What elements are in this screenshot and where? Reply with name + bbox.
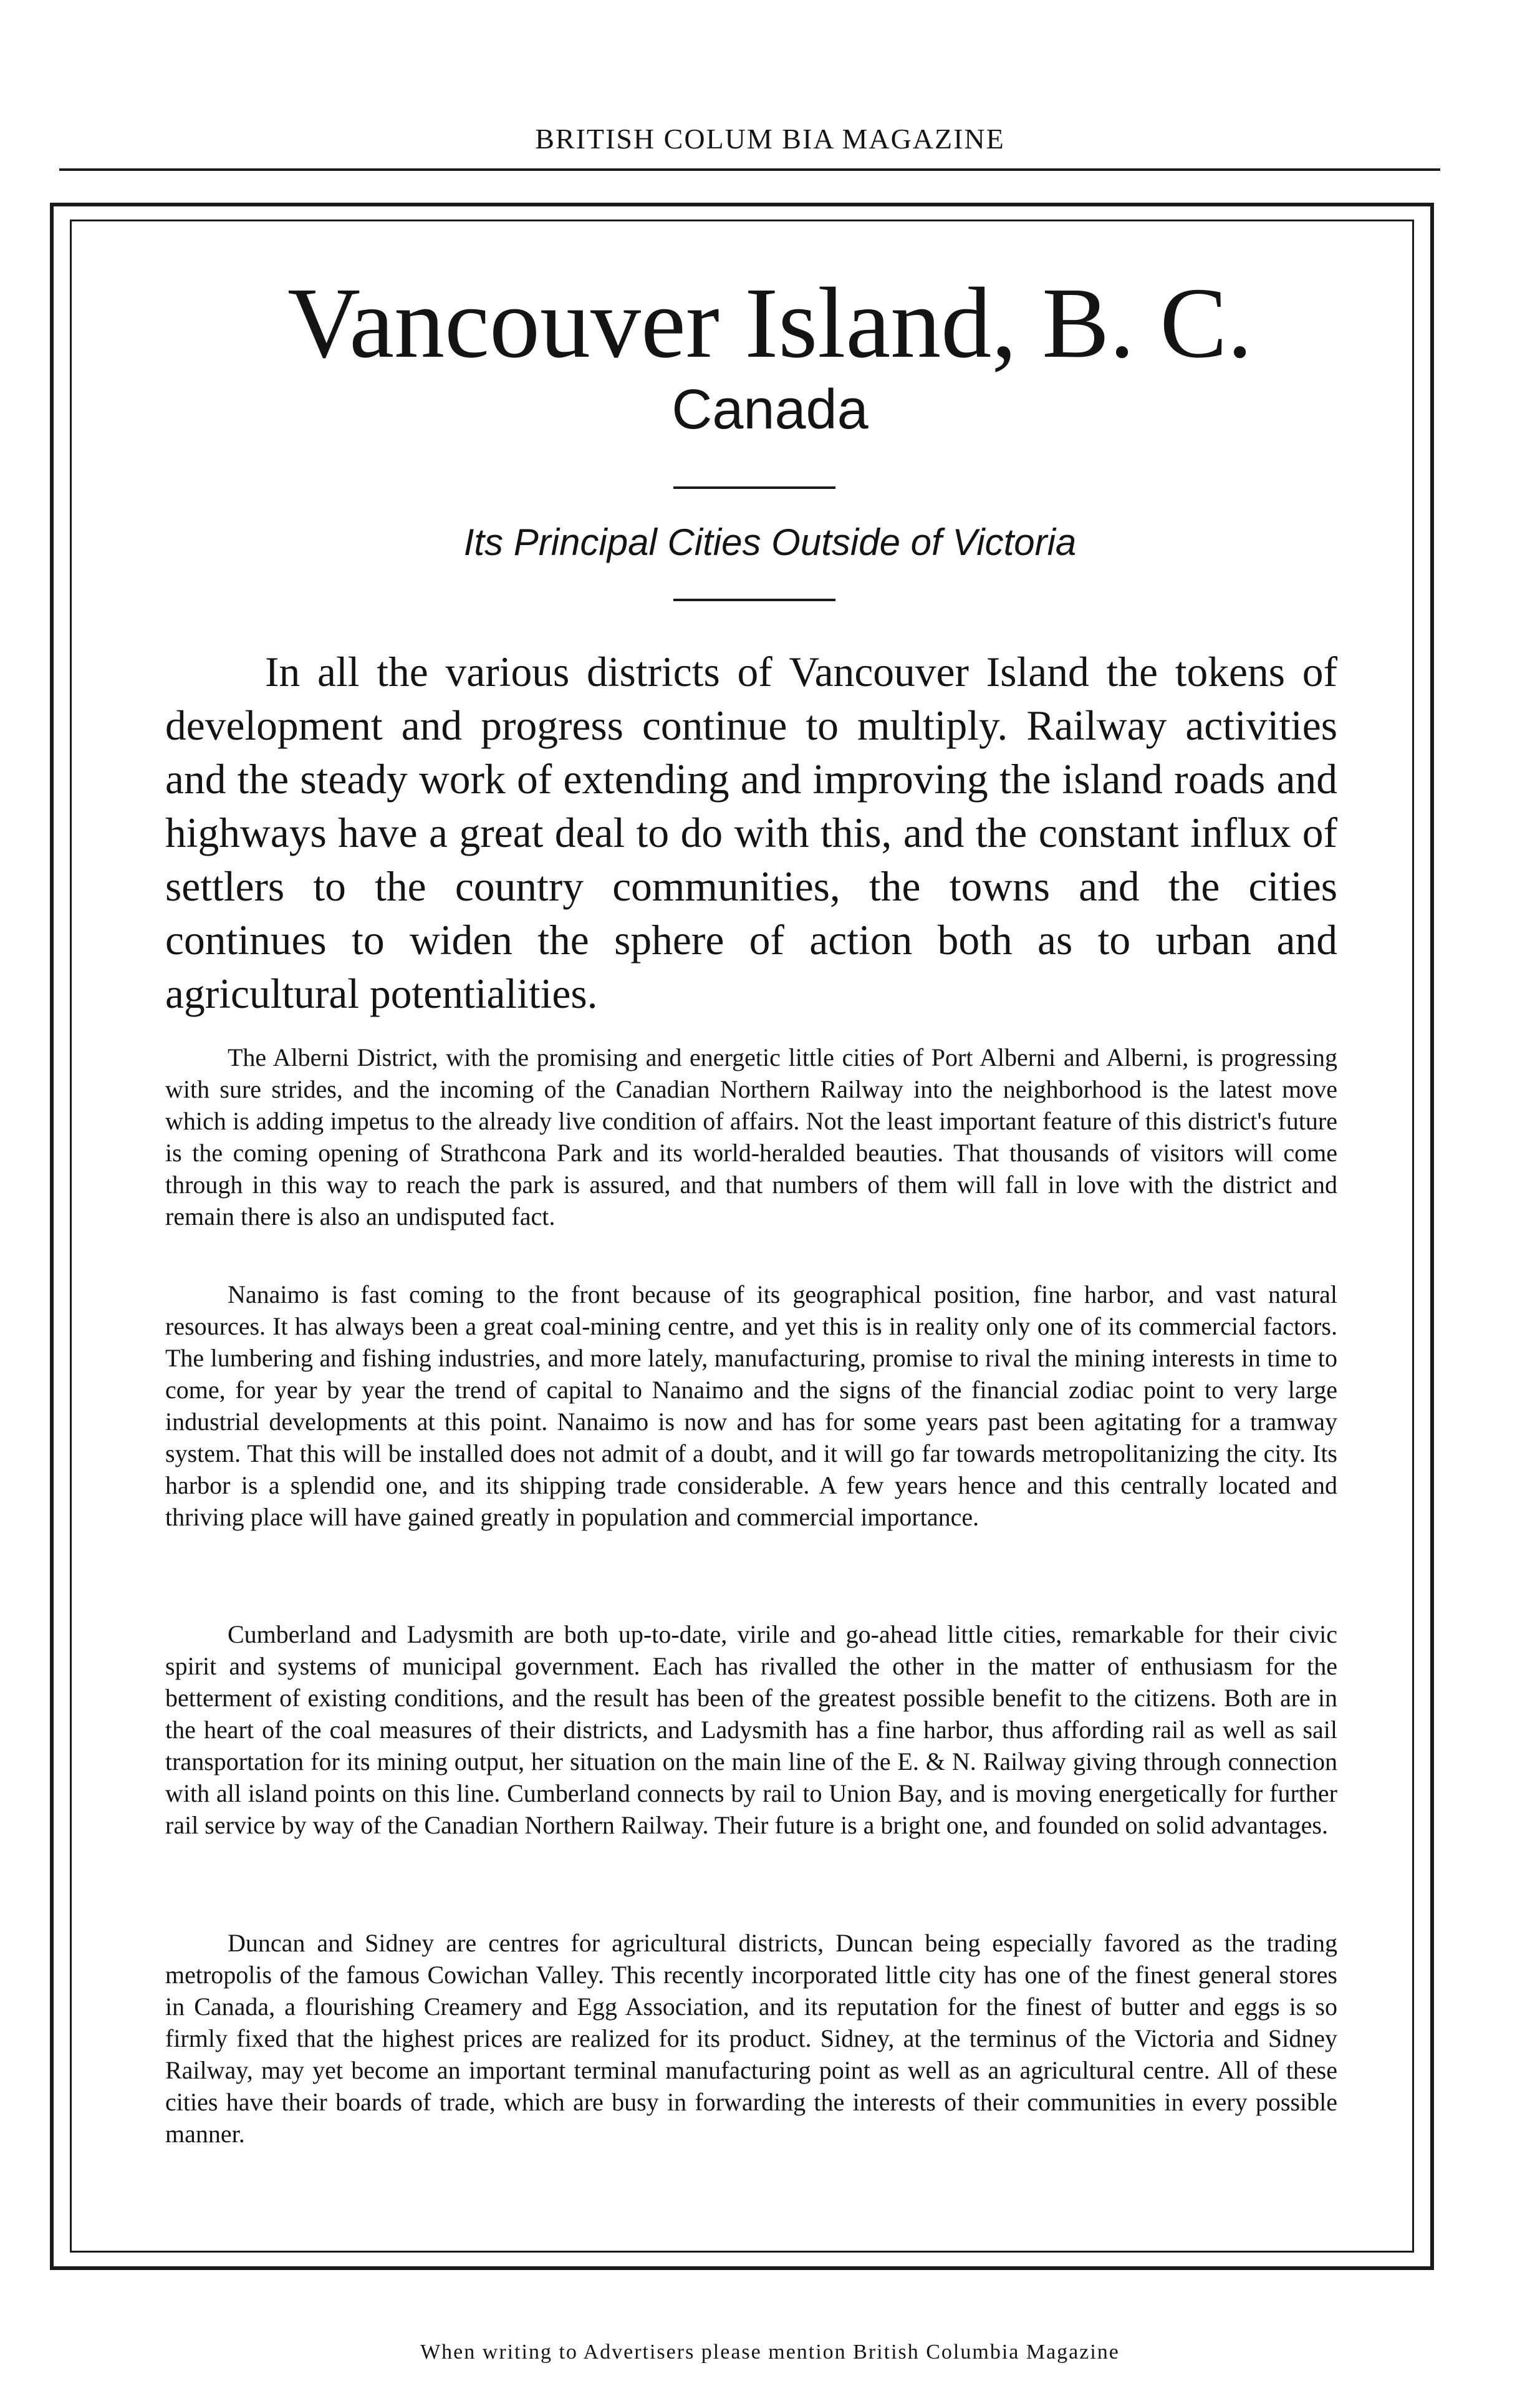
paragraph-nanaimo: Nanaimo is fast coming to the front because of its geographical position, fine harbor, and vast natural resources. It has always been a great coal-mining centre, and yet this is in reality only one of its commercial factors. The lumbering and fishing industries, and more lately, manufacturing, promise to rival the mining interests in time to come, for year by year the trend of capital to Nanaimo and the signs of the financial zodiac point to very large industrial developments at this point. Nanaimo is now and has for some years past been agitating for a tramway system. That this will be installed does not admit of a doubt, and it will go far towards metropolitanizing the city. Its harbor is a splendid one, and its shipping trade considerable. A few years hence and this centrally located and thriving place will have gained greatly in population and commercial importance. [165,1280,1337,1531]
header-rule [59,168,1440,171]
footer-notice: When writing to Advertisers please mention British Columbia Magazine [420,2341,1120,2364]
paragraph-duncan-sidney: Duncan and Sidney are centres for agricultural districts, Duncan being especially favored as the trading metropolis of the famous Cowichan Valley. This recently incorporated little city has one of the finest general stores in Canada, a flourishing Creamery and Egg Association, and its reputation for the finest of butter and eggs is so firmly fixed that the highest prices are realized for its product. Sidney, at the terminus of the Victoria and Sidney Railway, may yet become an important terminal manufacturing point as well as an agricultural centre. All of these cities have their boards of trade, which are busy in forwarding the interests of their communities in every possible manner. [165,1929,1337,2148]
lead-paragraph: In all the various districts of Vancouver Island the tokens of development and progress continue to multiply. Railway activities and the steady work of extending and improving the island roads and highways have a great deal to do with this, and the constant influx of settlers to the country communities, the towns and the cities continues to widen the sphere of action both as to urban and agricultural potentialities. [165,649,1337,1017]
paragraph-alberni: The Alberni District, with the promising and energetic little cities of Port Alberni and Alberni, is progressing with sure strides, and the incoming of the Canadian Northern Railway into the neighborhood is the latest move which is adding impetus to the already live condition of affairs. Not the least important feature of this district's future is the coming opening of Strathcona Park and its world-heralded beauties. That thousands of visitors will come through in this way to reach the park is assured, and that numbers of them will fall in love with the district and remain there is also an undisputed fact. [165,1043,1337,1230]
article-subtitle: Canada [671,379,869,441]
paragraph-cumberland-ladysmith: Cumberland and Ladysmith are both up-to-date, virile and go-ahead little cities, remarkable for their civic spirit and systems of municipal government. Each has rivalled the other in the matter of enthusiasm for the betterment of existing conditions, and the result has been of the greatest possible benefit to the citizens. Both are in the heart of the coal measures of their districts, and Ladysmith has a fine harbor, thus affording rail as well as sail transportation for its mining output, her situation on the main line of the E. & N. Railway giving through connection with all island points on this line. Cumberland connects by rail to Union Bay, and is moving energetically for further rail service by way of the Canadian Northern Railway. Their future is a bright one, and founded on solid advantages. [165,1620,1337,1839]
article-title: Vancouver Island, B. C. [287,268,1253,379]
article-tagline: Its Principal Cities Outside of Victoria [463,521,1077,563]
divider-rule [673,486,835,489]
divider-rule [673,599,835,601]
running-head: BRITISH COLUM BIA MAGAZINE [535,123,1005,155]
